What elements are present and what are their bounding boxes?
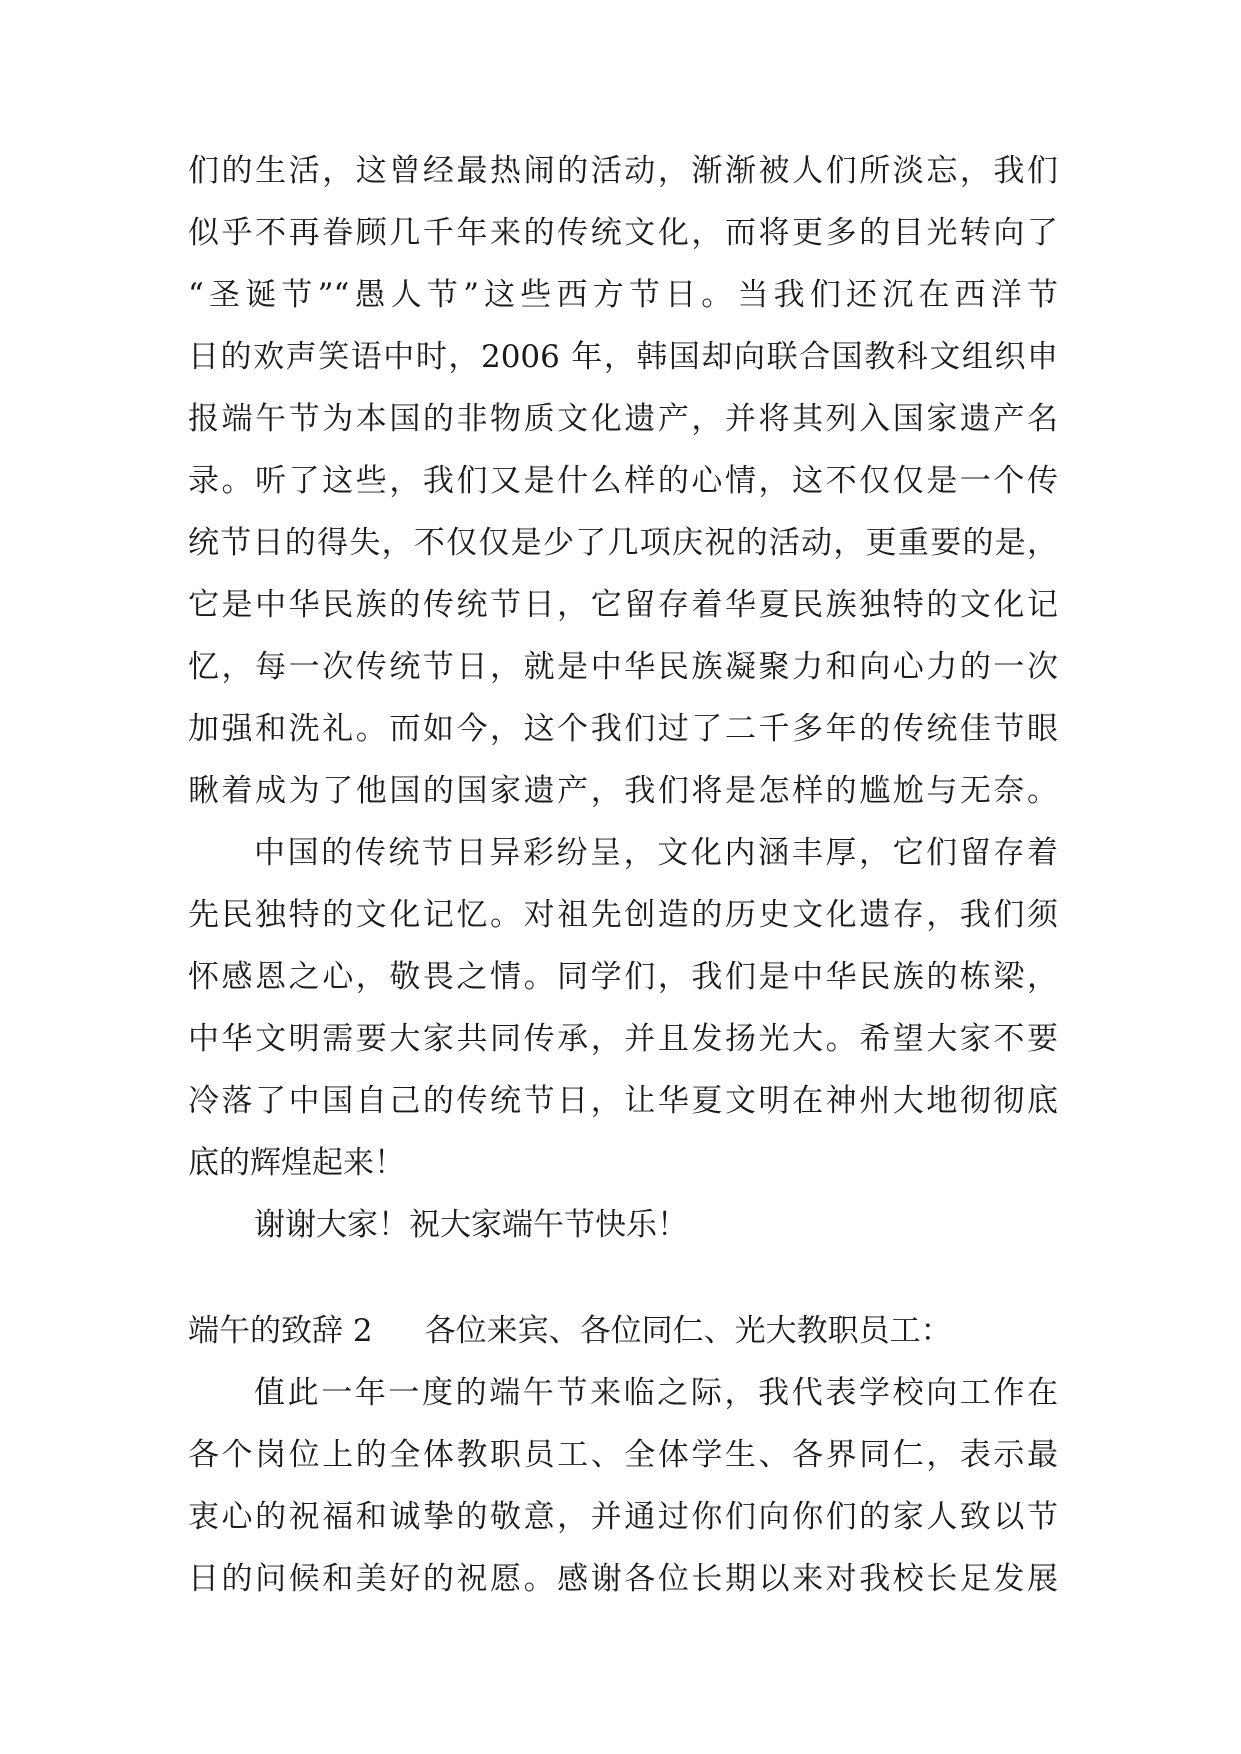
paragraph-line: 值此一年一度的端午节来临之际，我代表学校向工作在 [254,1375,1058,1411]
paragraph-line: 日的问候和美好的祝愿。感谢各位长期以来对我校长足发展 [188,1561,1058,1597]
paragraph-line: 冷落了中国自己的传统节日，让华夏文明在神州大地彻彻底 [188,1083,1058,1119]
paragraph-line: 似乎不再眷顾几千年来的传统文化，而将更多的目光转向了 [188,215,1058,251]
heading-salutation: 各位来宾、各位同仁、光大教职员工： [424,1313,952,1349]
paragraph-line: 加强和洗礼。而如今，这个我们过了二千多年的传统佳节眼 [188,711,1058,747]
paragraph-line: 中华文明需要大家共同传承，并且发扬光大。希望大家不要 [188,1021,1058,1057]
speech-heading [188,1300,1058,1362]
closing-line: 谢谢大家！祝大家端午节快乐！ [254,1207,688,1243]
paragraph-line: 底的辉煌起来！ [188,1145,405,1181]
paragraph-line: 怀感恩之心，敬畏之情。同学们，我们是中华民族的栋梁， [188,959,1058,995]
heading-title: 端午的致辞 2 [188,1313,373,1349]
paragraph-line: 统节日的得失，不仅仅是少了几项庆祝的活动，更重要的是， [188,525,1058,561]
paragraph-line: 先民独特的文化记忆。对祖先创造的历史文化遗存，我们须 [188,897,1058,933]
paragraph-line: 报端午节为本国的非物质文化遗产，并将其列入国家遗产名 [188,401,1058,437]
paragraph-line: 瞅着成为了他国的国家遗产，我们将是怎样的尴尬与无奈。 [188,773,1058,809]
paragraph-line: “圣诞节”“愚人节”这些西方节日。当我们还沉在西洋节 [188,277,1058,313]
paragraph-line: 们的生活，这曾经最热闹的活动，渐渐被人们所淡忘，我们 [188,153,1058,189]
paragraph-line: 衷心的祝福和诚挚的敬意，并通过你们向你们的家人致以节 [188,1499,1058,1535]
paragraph-line: 中国的传统节日异彩纷呈，文化内涵丰厚，它们留存着 [254,835,1058,871]
paragraph-line: 它是中华民族的传统节日，它留存着华夏民族独特的文化记 [188,587,1058,623]
paragraph-line: 忆，每一次传统节日，就是中华民族凝聚力和向心力的一次 [188,649,1058,685]
paragraph-line: 录。听了这些，我们又是什么样的心情，这不仅仅是一个传 [188,463,1058,499]
paragraph-line: 各个岗位上的全体教职员工、全体学生、各界同仁，表示最 [188,1437,1058,1473]
paragraph-line: 日的欢声笑语中时，2006 年，韩国却向联合国教科文组织申 [188,339,1058,375]
